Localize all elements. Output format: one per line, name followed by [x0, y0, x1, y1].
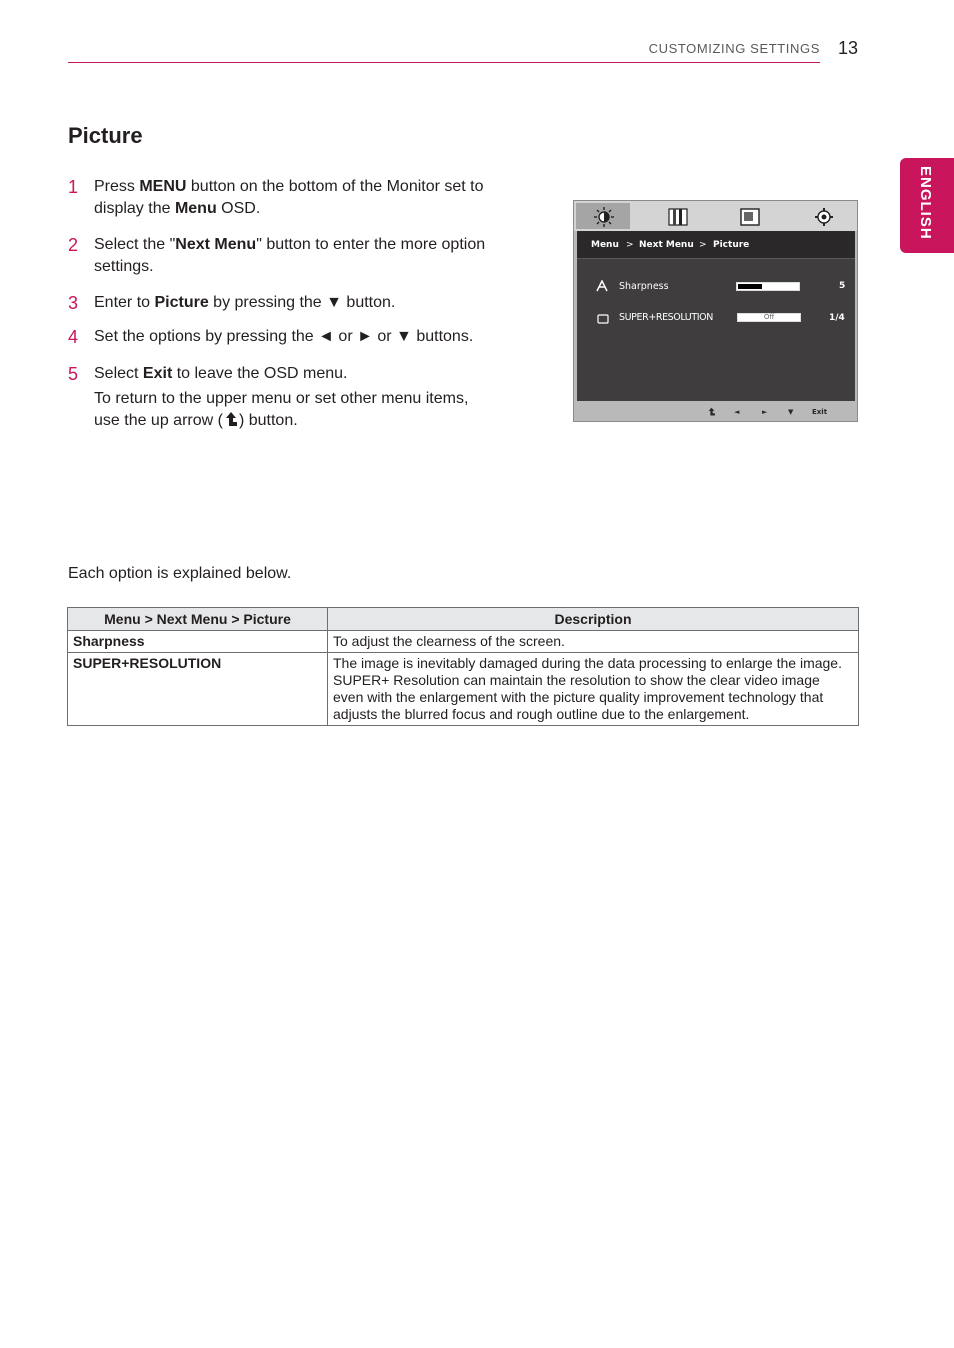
- step-1: [68, 176, 498, 220]
- table-cell-option: Sharpness: [68, 631, 328, 653]
- osd-footer: [574, 403, 857, 421]
- header-divider: [68, 62, 820, 63]
- step-5: [68, 363, 498, 432]
- settings-gear-icon: [813, 206, 835, 228]
- step-3: [68, 292, 498, 314]
- section-title: Picture: [68, 123, 143, 148]
- super-resolution-icon: [597, 314, 609, 324]
- osd-right-button[interactable]: ►: [762, 408, 768, 416]
- step-number: 5: [68, 364, 79, 384]
- table-header-description: Description: [328, 608, 859, 631]
- osd-super-resolution-select[interactable]: Off: [737, 313, 801, 322]
- brightness-icon: [593, 206, 615, 228]
- step-2: [68, 234, 498, 278]
- page-number: 13: [838, 38, 859, 58]
- osd-super-resolution-label: SUPER+RESOLUTION: [619, 312, 713, 323]
- osd-tab-bar: [574, 201, 857, 231]
- osd-tab-display: [722, 203, 776, 229]
- step-text: Select the "Next Menu" button to enter the more option settings.: [94, 236, 486, 275]
- osd-crumb-next-menu: Next Menu: [639, 240, 694, 250]
- table-cell-description: The image is inevitably damaged during the data processing to enlarge the image. SUPER+ Resolution can maintain the resolution to show the clear video image even with the enlargement with the picture quality improvement technology that adjusts the blurred focus and rough outline due to the enlargement.: [328, 653, 859, 726]
- osd-sharpness-fill: [738, 284, 762, 289]
- osd-breadcrumb: [577, 231, 855, 259]
- osd-sharpness-slider[interactable]: [736, 282, 800, 291]
- osd-crumb-separator: >: [626, 240, 634, 250]
- step-note: To return to the upper menu or set other menu items, use the up arrow ( ) button.: [94, 390, 469, 429]
- step-number: 1: [68, 177, 79, 197]
- osd-crumb-picture: Picture: [713, 240, 750, 250]
- osd-sharpness-value: 5: [839, 281, 846, 291]
- osd-crumb-menu: Menu: [591, 240, 619, 250]
- osd-up-arrow-icon[interactable]: [707, 407, 716, 416]
- osd-panel: [577, 231, 855, 401]
- osd-down-button[interactable]: ▼: [788, 408, 794, 416]
- options-table: [67, 607, 859, 726]
- osd-super-resolution-value: 1/4: [829, 313, 845, 323]
- up-arrow-icon: [223, 411, 239, 427]
- step-number: 4: [68, 327, 79, 347]
- language-tab-label: ENGLISH: [917, 166, 934, 240]
- osd-exit-button[interactable]: Exit: [812, 408, 828, 416]
- language-tab: [900, 158, 954, 253]
- table-header-menu: Menu > Next Menu > Picture: [68, 608, 328, 631]
- sharpness-a-icon: [596, 280, 608, 292]
- table-cell-description: To adjust the clearness of the screen.: [328, 631, 859, 653]
- osd-left-button[interactable]: ◄: [734, 408, 740, 416]
- osd-screenshot: [573, 200, 858, 422]
- options-intro: Each option is explained below.: [68, 565, 292, 582]
- osd-crumb-separator: >: [699, 240, 707, 250]
- osd-tab-picture: [576, 203, 630, 229]
- color-bars-icon: [667, 206, 689, 228]
- step-text: Select Exit to leave the OSD menu.: [94, 365, 348, 382]
- osd-tab-color: [650, 203, 704, 229]
- step-number: 3: [68, 293, 79, 313]
- table-row: [68, 631, 859, 653]
- step-text: Press MENU button on the bottom of the Monitor set to display the Menu OSD.: [94, 178, 484, 217]
- header-section-label: CUSTOMIZING SETTINGS: [648, 41, 820, 56]
- osd-sharpness-label: Sharpness: [619, 281, 669, 292]
- step-text: Enter to Picture by pressing the ▼ button.: [94, 294, 396, 311]
- table-header-row: [68, 608, 859, 631]
- step-text: Set the options by pressing the ◄ or ► or ▼ buttons.: [94, 328, 474, 345]
- osd-tab-settings: [796, 203, 850, 229]
- step-number: 2: [68, 235, 79, 255]
- step-4: [68, 326, 498, 348]
- table-cell-option: SUPER+RESOLUTION: [68, 653, 328, 726]
- picture-frame-icon: [739, 206, 761, 228]
- table-row: [68, 653, 859, 726]
- instruction-steps: [68, 176, 498, 432]
